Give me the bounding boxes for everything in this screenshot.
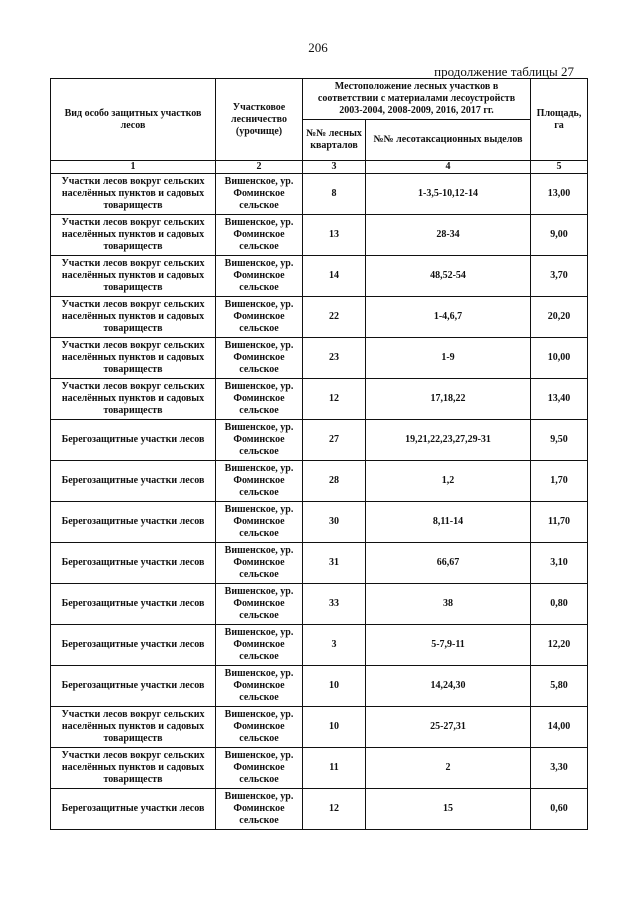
page-number: 206 <box>308 40 328 55</box>
cell-area: 5,80 <box>531 666 588 707</box>
cell-type: Участки лесов вокруг сельских населённых пунктов и садовых товариществ <box>51 338 216 379</box>
cell-quarter: 12 <box>303 789 366 830</box>
table-row <box>51 625 588 666</box>
header-quarters: №№ лесных кварталов <box>303 120 366 161</box>
cell-plots: 2 <box>366 748 531 789</box>
column-number: 3 <box>303 161 366 174</box>
cell-forestry: Вишенское, ур. Фоминское сельское <box>216 461 303 502</box>
table-row <box>51 666 588 707</box>
cell-area: 12,20 <box>531 625 588 666</box>
cell-area: 13,00 <box>531 174 588 215</box>
cell-area: 9,00 <box>531 215 588 256</box>
cell-quarter: 23 <box>303 338 366 379</box>
header-area: Площадь, га <box>531 79 588 161</box>
cell-area: 3,10 <box>531 543 588 584</box>
cell-quarter: 10 <box>303 707 366 748</box>
cell-type: Участки лесов вокруг сельских населённых пунктов и садовых товариществ <box>51 707 216 748</box>
cell-plots: 5-7,9-11 <box>366 625 531 666</box>
cell-area: 14,00 <box>531 707 588 748</box>
table-row <box>51 707 588 748</box>
cell-quarter: 22 <box>303 297 366 338</box>
cell-quarter: 31 <box>303 543 366 584</box>
cell-type: Берегозащитные участки лесов <box>51 666 216 707</box>
cell-plots: 1-3,5-10,12-14 <box>366 174 531 215</box>
column-number: 4 <box>366 161 531 174</box>
cell-quarter: 27 <box>303 420 366 461</box>
cell-forestry: Вишенское, ур. Фоминское сельское <box>216 789 303 830</box>
cell-plots: 1-9 <box>366 338 531 379</box>
table-row <box>51 379 588 420</box>
table-row <box>51 338 588 379</box>
cell-type: Берегозащитные участки лесов <box>51 625 216 666</box>
cell-forestry: Вишенское, ур. Фоминское сельское <box>216 502 303 543</box>
header-location: Местоположение лесных участков в соответствии с материалами лесоустройств 2003-2004, 2008-2009, 2016, 2017 гг. <box>303 79 531 120</box>
table-continuation-label: продолжение таблицы 27 <box>434 64 574 79</box>
table-row <box>51 174 588 215</box>
cell-type: Участки лесов вокруг сельских населённых пунктов и садовых товариществ <box>51 297 216 338</box>
cell-area: 1,70 <box>531 461 588 502</box>
cell-plots: 38 <box>366 584 531 625</box>
cell-forestry: Вишенское, ур. Фоминское сельское <box>216 543 303 584</box>
cell-forestry: Вишенское, ур. Фоминское сельское <box>216 584 303 625</box>
cell-forestry: Вишенское, ур. Фоминское сельское <box>216 174 303 215</box>
cell-type: Берегозащитные участки лесов <box>51 461 216 502</box>
cell-quarter: 33 <box>303 584 366 625</box>
column-number: 2 <box>216 161 303 174</box>
cell-quarter: 12 <box>303 379 366 420</box>
cell-plots: 19,21,22,23,27,29-31 <box>366 420 531 461</box>
cell-plots: 15 <box>366 789 531 830</box>
cell-area: 9,50 <box>531 420 588 461</box>
forest-plots-table <box>50 78 588 830</box>
cell-area: 0,80 <box>531 584 588 625</box>
cell-type: Берегозащитные участки лесов <box>51 543 216 584</box>
cell-type: Берегозащитные участки лесов <box>51 789 216 830</box>
cell-quarter: 28 <box>303 461 366 502</box>
table-row <box>51 789 588 830</box>
cell-forestry: Вишенское, ур. Фоминское сельское <box>216 666 303 707</box>
cell-plots: 28-34 <box>366 215 531 256</box>
cell-plots: 66,67 <box>366 543 531 584</box>
cell-type: Участки лесов вокруг сельских населённых пунктов и садовых товариществ <box>51 215 216 256</box>
cell-type: Берегозащитные участки лесов <box>51 502 216 543</box>
cell-forestry: Вишенское, ур. Фоминское сельское <box>216 338 303 379</box>
cell-area: 13,40 <box>531 379 588 420</box>
cell-plots: 1,2 <box>366 461 531 502</box>
header-type: Вид особо защитных участков лесов <box>51 79 216 161</box>
table-row <box>51 502 588 543</box>
cell-type: Берегозащитные участки лесов <box>51 420 216 461</box>
cell-quarter: 11 <box>303 748 366 789</box>
column-number: 1 <box>51 161 216 174</box>
header-forestry: Участковое лесничество (урочище) <box>216 79 303 161</box>
cell-forestry: Вишенское, ур. Фоминское сельское <box>216 420 303 461</box>
cell-area: 3,30 <box>531 748 588 789</box>
table-row <box>51 748 588 789</box>
cell-plots: 1-4,6,7 <box>366 297 531 338</box>
cell-forestry: Вишенское, ур. Фоминское сельское <box>216 748 303 789</box>
cell-type: Берегозащитные участки лесов <box>51 584 216 625</box>
cell-area: 11,70 <box>531 502 588 543</box>
cell-forestry: Вишенское, ур. Фоминское сельское <box>216 379 303 420</box>
cell-quarter: 13 <box>303 215 366 256</box>
cell-type: Участки лесов вокруг сельских населённых пунктов и садовых товариществ <box>51 256 216 297</box>
cell-forestry: Вишенское, ур. Фоминское сельское <box>216 215 303 256</box>
header-plots: №№ лесотаксационных выделов <box>366 120 531 161</box>
cell-quarter: 30 <box>303 502 366 543</box>
cell-area: 0,60 <box>531 789 588 830</box>
table-row <box>51 215 588 256</box>
column-number: 5 <box>531 161 588 174</box>
cell-plots: 14,24,30 <box>366 666 531 707</box>
table-row <box>51 256 588 297</box>
cell-quarter: 8 <box>303 174 366 215</box>
cell-type: Участки лесов вокруг сельских населённых пунктов и садовых товариществ <box>51 748 216 789</box>
cell-area: 3,70 <box>531 256 588 297</box>
cell-plots: 8,11-14 <box>366 502 531 543</box>
cell-quarter: 14 <box>303 256 366 297</box>
cell-quarter: 10 <box>303 666 366 707</box>
table-row <box>51 543 588 584</box>
cell-forestry: Вишенское, ур. Фоминское сельское <box>216 297 303 338</box>
cell-plots: 17,18,22 <box>366 379 531 420</box>
cell-forestry: Вишенское, ур. Фоминское сельское <box>216 625 303 666</box>
table-row <box>51 461 588 502</box>
cell-area: 10,00 <box>531 338 588 379</box>
cell-area: 20,20 <box>531 297 588 338</box>
cell-type: Участки лесов вокруг сельских населённых пунктов и садовых товариществ <box>51 174 216 215</box>
cell-quarter: 3 <box>303 625 366 666</box>
table-row <box>51 297 588 338</box>
cell-forestry: Вишенское, ур. Фоминское сельское <box>216 707 303 748</box>
cell-type: Участки лесов вокруг сельских населённых пунктов и садовых товариществ <box>51 379 216 420</box>
table-row <box>51 584 588 625</box>
cell-plots: 48,52-54 <box>366 256 531 297</box>
cell-forestry: Вишенское, ур. Фоминское сельское <box>216 256 303 297</box>
table-body <box>51 174 588 830</box>
cell-plots: 25-27,31 <box>366 707 531 748</box>
table-row <box>51 420 588 461</box>
